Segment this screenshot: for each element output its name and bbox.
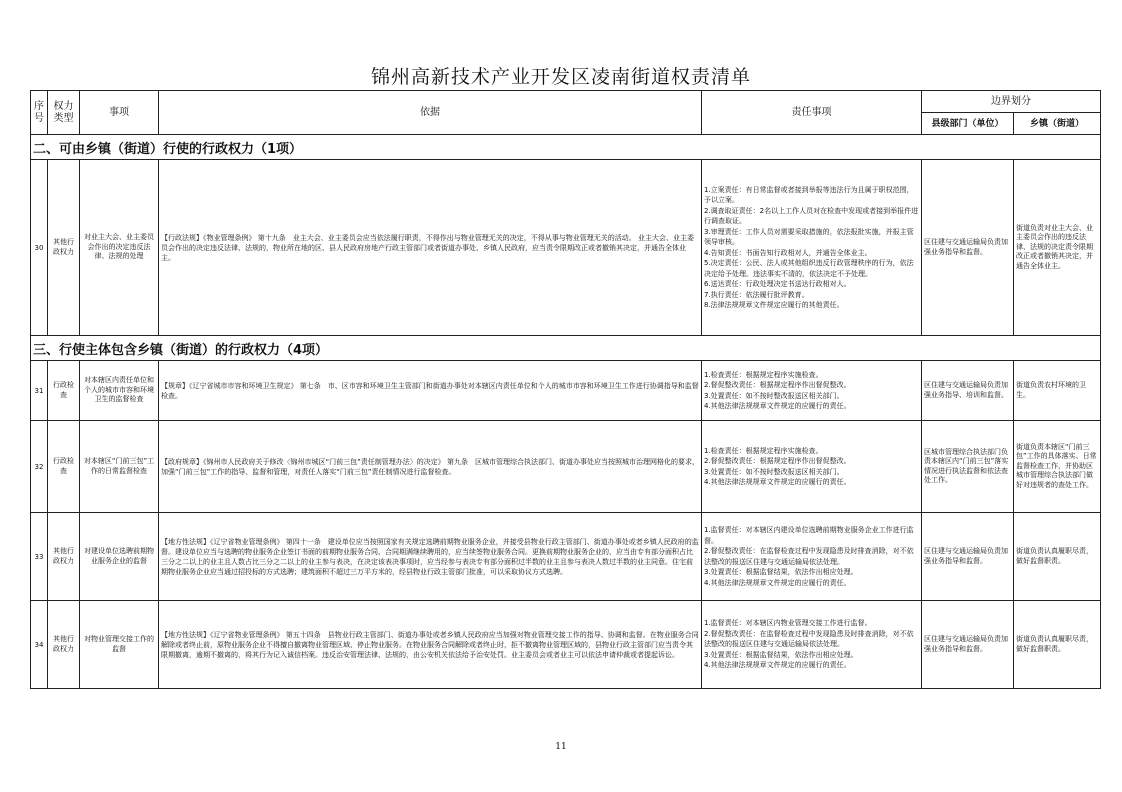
duty-line: 6.送达责任：行政处理决定书送达行政相对人。 xyxy=(704,280,851,288)
table-row xyxy=(31,513,1101,601)
table-row xyxy=(31,421,1101,513)
table-row xyxy=(31,160,1101,336)
duty-line: 4.其他法律法规规章文件规定的应履行的责任。 xyxy=(704,402,851,410)
section-heading: 二、可由乡镇（街道）行使的行政权力（1项） xyxy=(31,135,1101,160)
duty-line: 4.其他法律法规规章文件规定的应履行的责任。 xyxy=(704,661,851,670)
row-basis: 【地方性法规】《辽宁省物业管理条例》 第五十四条 县物业行政主管部门、街道办事处或者乡镇人民政府应当加强对物业管理交接工作的指导、协调和监督。在物业服务合同解除或者终止前，原物业服务企业不得擅自撤离物业管理区域、停止物业服务。在物业服务合同解除或者终止时，拒不撤离物业管理区域的，县物业行政主管部门应当责令其限期撤离，逾期不撤离的，将其行为记入诚信档案。违反治安管理法律、法规的，由公安机关依法给予治安处罚。业主委员会或者业主可以依法申请仲裁或者提起诉讼。 xyxy=(159,601,702,689)
duty-line: 3.审理责任：工作人员对需要采取措施的，依法报批实施，并报主管领导审核。 xyxy=(704,227,914,246)
header-boundary: 边界划分 xyxy=(922,91,1101,113)
row-type: 行政检查 xyxy=(48,421,80,513)
duty-line: 3.处置责任：根据监督结果，依法作出相应处理。 xyxy=(704,650,858,659)
duty-line: 2.调查取证责任：2名以上工作人员对在检查中发现或者接到举报件进行调查取证。 xyxy=(704,206,919,225)
row-county: 区住建与交通运输局负责加强业务指导、培训和监督。 xyxy=(922,361,1014,421)
row-duty xyxy=(702,513,922,601)
duty-line: 4.其他法律法规规章文件规定的应履行的责任。 xyxy=(704,478,851,486)
row-town: 街道负责对业主大会、业主委员会作出的违反法律、法规的决定责令限期改正或者撤销其决定，并通告全体业主。 xyxy=(1014,160,1101,336)
row-county: 区城市管理综合执法部门负责本辖区内“门前三包”落实情况进行执法监督和依法查处工作。 xyxy=(922,421,1014,513)
row-type: 其他行政权力 xyxy=(48,601,80,689)
row-duty xyxy=(702,361,922,421)
header-town: 乡镇（街道） xyxy=(1014,113,1101,135)
duty-line: 3.处置责任：如不按时整改报送区相关部门。 xyxy=(704,391,844,400)
header-seq: 序号 xyxy=(31,91,48,135)
duty-line: 1.监督责任：对本辖区内建设单位选聘前期物业服务企业工作进行监督。 xyxy=(704,526,914,545)
header-item: 事项 xyxy=(80,91,159,135)
row-duty xyxy=(702,160,922,336)
table-row xyxy=(31,601,1101,689)
row-town: 街道负责农村环境的卫生。 xyxy=(1014,361,1101,421)
row-town: 街道负责本辖区“门前三包”工作的具体落实、日常监督检查工作，并协助区城市管理综合执法部门做好对违规者的查处工作。 xyxy=(1014,421,1101,513)
duty-line: 3.处置责任：如不按时整改报送区相关部门。 xyxy=(704,467,844,476)
row-item: 对物业管理交接工作的监督 xyxy=(80,601,159,689)
duty-line: 2.督促整改责任：在监督检查过程中发现隐患及时排查消除，对不依法整改的报送区住建与交通运输局依法处理。 xyxy=(704,629,914,649)
table-row xyxy=(31,361,1101,421)
row-duty xyxy=(702,601,922,689)
row-number: 30 xyxy=(31,160,48,336)
row-item: 对建设单位选聘前期物业服务企业的监督 xyxy=(80,513,159,601)
row-basis: 【地方性法规】《辽宁省物业管理条例》 第四十一条 建设单位应当按照国家有关规定选聘前期物业服务企业，并接受县物业行政主管部门、街道办事处或者乡镇人民政府的监督。建设单位应当与选聘的物业服务企业签订书面的前期物业服务合同，合同期满继续聘用的，应当续签物业服务合同。更换前期物业服务企业的，应当由专有部分面积占比三分之二以上的业主且人数占比三分之二以上的业主参与表决，在决定该表决事项时，应当经参与表决专有部分面积过半数的业主且参与表决人数过半数的业主同意。住宅前期物业服务企业应当通过招投标的方式选聘；建筑面积不超过三万平方米的，经县物业行政主管部门批准，可以采取协议方式选聘。 xyxy=(159,513,702,601)
row-basis: 【规章】《辽宁省城市市容和环境卫生规定》 第七条 市、区市容和环境卫生主管部门和街道办事处对本辖区内责任单位和个人的城市市容和环境卫生工作进行协调指导和监督检查。 xyxy=(159,361,702,421)
duty-line: 4.其他法律法规规章文件规定的应履行的责任。 xyxy=(704,578,851,587)
duty-line: 8.法律法规规章文件规定应履行的其他责任。 xyxy=(704,301,844,309)
page-title: 锦州高新技术产业开发区凌南街道权责清单 xyxy=(370,66,751,88)
row-basis: 【政府规章】《锦州市人民政府关于修改〈锦州市城区“门前三包”责任制管理办法〉的决定》 第九条 区城市管理综合执法部门、街道办事处应当按照城市治理网格化的要求，加强“门前三包”工作的指导、监督和管理，对责任人落实“门前三包”责任制情况进行监督检查。 xyxy=(159,421,702,513)
duty-line: 4.告知责任：书面告知行政相对人，并通告全体业主。 xyxy=(704,248,872,257)
row-town: 街道负责认真履职尽责，做好监督职责。 xyxy=(1014,601,1101,689)
duty-line: 1.检查责任：根据规定程序实施检查。 xyxy=(704,446,823,455)
row-duty xyxy=(702,421,922,513)
row-type: 行政检查 xyxy=(48,361,80,421)
duty-line: 2.督促整改责任：根据规定程序作出督促整改。 xyxy=(704,457,851,465)
row-item: 对本辖区“门前三包”工作的日常监督检查 xyxy=(80,421,159,513)
row-item: 对本辖区内责任单位和个人的城市市容和环境卫生的监督检查 xyxy=(80,361,159,421)
duty-line: 2.督促整改责任：根据规定程序作出督促整改。 xyxy=(704,381,851,389)
row-county: 区住建与交通运输局负责加强业务指导和监督。 xyxy=(922,601,1014,689)
header-type: 权力类型 xyxy=(48,91,80,135)
row-town: 街道负责认真履职尽责，做好监督职责。 xyxy=(1014,513,1101,601)
header-county: 县级部门（单位） xyxy=(922,113,1014,135)
row-county: 区住建与交通运输局负责加强业务指导和监督。 xyxy=(922,513,1014,601)
responsibility-table xyxy=(30,90,1101,689)
row-county: 区住建与交通运输局负责加强业务指导和监督。 xyxy=(922,160,1014,336)
row-number: 34 xyxy=(31,601,48,689)
row-item: 对业主大会、业主委员会作出的决定违反法律、法规的处理 xyxy=(80,160,159,336)
duty-line: 7.执行责任：依法履行批评教育。 xyxy=(704,290,809,299)
section-heading: 三、行使主体包含乡镇（街道）的行政权力（4项） xyxy=(31,336,1101,361)
duty-line: 1.监督责任：对本辖区内物业管理交接工作进行监督。 xyxy=(704,619,872,628)
duty-line: 2.督促整改责任：在监督检查过程中发现隐患及时排查消除，对不依法整改的报送区住建与交通运输局依法处理。 xyxy=(704,547,914,566)
duty-line: 5.决定责任：公民、法人或其他组织违反行政管理秩序的行为，依法决定给予处理。违法事实不清的，依法决定不予处理。 xyxy=(704,259,914,278)
duty-line: 1.立案责任：有日常监督或者接到举报等违法行为且属于职权范围，予以立案。 xyxy=(704,185,914,204)
header-duty: 责任事项 xyxy=(702,91,922,135)
row-type: 其他行政权力 xyxy=(48,513,80,601)
page-number: 11 xyxy=(555,742,567,752)
row-number: 33 xyxy=(31,513,48,601)
row-number: 32 xyxy=(31,421,48,513)
header-basis: 依据 xyxy=(159,91,702,135)
row-basis: 【行政法规】《物业管理条例》 第十九条 业主大会、业主委员会应当依法履行职责，不得作出与物业管理无关的决定，不得从事与物业管理无关的活动。 业主大会、业主委员会作出的决定违反法律、法规的，物业所在地的区、县人民政府房地产行政主管部门或者街道办事处、乡镇人民政府，应当责令限期改正或者撤销其决定，并通告全体业主。 xyxy=(159,160,702,336)
row-number: 31 xyxy=(31,361,48,421)
duty-line: 3.处置责任：根据监督结果，依法作出相应处理。 xyxy=(704,568,858,576)
duty-line: 1.检查责任：根据规定程序实施检查。 xyxy=(704,370,823,379)
row-type: 其他行政权力 xyxy=(48,160,80,336)
